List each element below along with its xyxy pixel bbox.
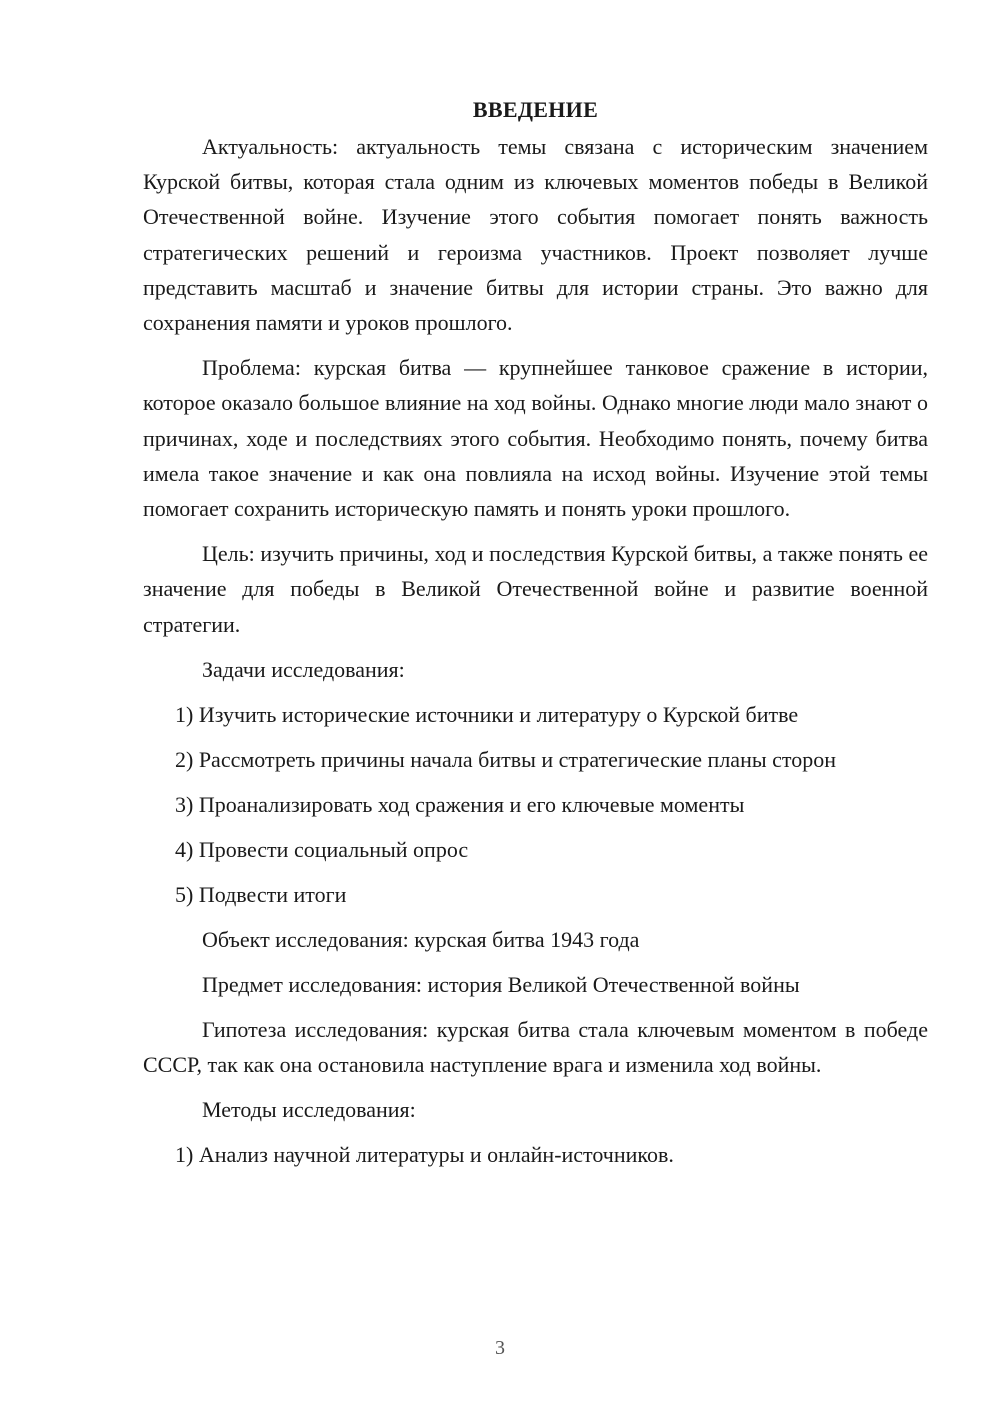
- method-item: 1) Анализ научной литературы и онлайн-источников.: [175, 1142, 674, 1168]
- hypothesis-paragraph: Гипотеза исследования: курская битва стала ключевым моментом в победе СССР, так как она остановила наступление врага и изменила ход войны.: [143, 1016, 928, 1078]
- research-subject: Предмет исследования: история Великой Отечественной войны: [202, 971, 800, 997]
- goal-paragraph: Цель: изучить причины, ход и последствия Курской битвы, а также понять ее значение для победы в Великой Отечественной войне и развитие военной стратегии.: [143, 541, 928, 637]
- methods-heading: Методы исследования:: [202, 1097, 416, 1123]
- task-item: 4) Провести социальный опрос: [175, 836, 469, 862]
- task-item: 1) Изучить исторические источники и литературу о Курской битве: [175, 701, 799, 727]
- task-item: 5) Подвести итоги: [175, 881, 347, 907]
- problem-paragraph: Проблема: курская битва — крупнейшее танковое сражение в истории, которое оказало большое влияние на ход войны. Однако многие люди мало знают о причинах, ходе и последствиях этого события. Необходимо понять, почему битва имела такое значение и как она повлияла на исход войны. Изучение этой темы помогает сохранить историческую память и понять уроки прошлого.: [143, 355, 928, 522]
- tasks-heading: Задачи исследования:: [202, 656, 405, 682]
- research-object: Объект исследования: курская битва 1943 года: [202, 926, 640, 952]
- task-item: 2) Рассмотреть причины начала битвы и стратегические планы сторон: [175, 746, 836, 772]
- document-page: [143, 92, 928, 1182]
- relevance-paragraph: Актуальность: актуальность темы связана с историческим значением Курской битвы, которая стала одним из ключевых моментов победы в Великой Отечественной войне. Изучение этого события помогает понять важность стратегических решений и героизма участников. Проект позволяет лучше представить масштаб и значение битвы для истории страны. Это важно для сохранения памяти и уроков прошлого.: [143, 134, 928, 336]
- page-number: 3: [495, 1337, 505, 1359]
- task-item: 3) Проанализировать ход сражения и его ключевые моменты: [175, 791, 745, 817]
- section-title: ВВЕДЕНИЕ: [472, 97, 599, 122]
